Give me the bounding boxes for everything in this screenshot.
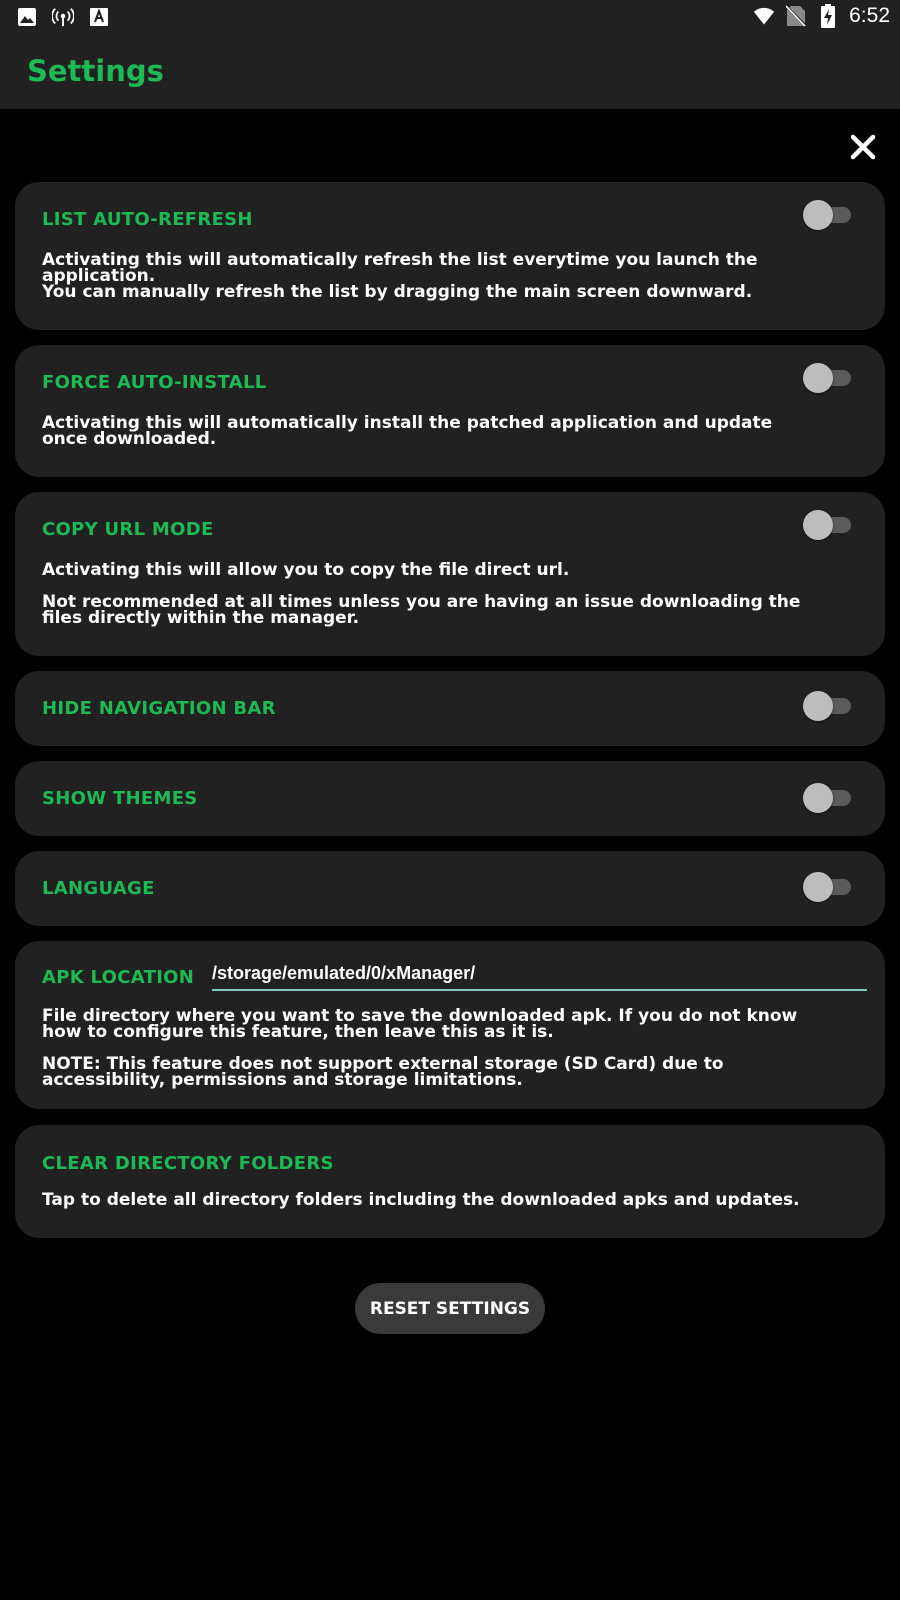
close-button[interactable] bbox=[846, 130, 880, 164]
setting-title: HIDE NAVIGATION BAR bbox=[42, 698, 276, 719]
toggle-copy-url-mode[interactable] bbox=[803, 508, 853, 538]
status-right-icons bbox=[753, 4, 890, 28]
toggle-thumb bbox=[803, 510, 833, 540]
setting-card-language bbox=[15, 851, 885, 926]
setting-title: APK LOCATION bbox=[42, 967, 195, 988]
toggle-show-themes[interactable] bbox=[803, 781, 853, 811]
setting-description-secondary: You can manually refresh the list by dragging the main screen downward. bbox=[42, 282, 753, 302]
setting-card-show-themes bbox=[15, 761, 885, 836]
setting-description: Activating this will allow you to copy the file direct url. bbox=[42, 560, 570, 580]
setting-description: File directory where you want to save the downloaded apk. If you do not know how to configure this feature, then leave this as it is. bbox=[42, 1006, 798, 1042]
setting-description-secondary: NOTE: This feature does not support external storage (SD Card) due to accessibility, permissions and storage limitations. bbox=[42, 1054, 724, 1090]
toggle-thumb bbox=[803, 872, 833, 902]
setting-card-hide-navigation-bar bbox=[15, 671, 885, 746]
toggle-thumb bbox=[803, 200, 833, 230]
hotspot-icon bbox=[52, 6, 74, 28]
image-icon bbox=[16, 6, 38, 28]
toggle-list-auto-refresh[interactable] bbox=[803, 198, 853, 228]
toggle-language[interactable] bbox=[803, 870, 853, 900]
page-title: Settings bbox=[27, 54, 164, 88]
toggle-hide-navigation-bar[interactable] bbox=[803, 689, 853, 719]
close-icon bbox=[850, 134, 876, 160]
status-time: 6:52 bbox=[849, 4, 890, 27]
wifi-icon bbox=[753, 5, 775, 27]
setting-title: COPY URL MODE bbox=[42, 519, 214, 540]
setting-description: Activating this will automatically refresh the list everytime you launch the application. bbox=[42, 250, 758, 286]
toggle-force-auto-install[interactable] bbox=[803, 361, 853, 391]
status-bar bbox=[0, 0, 900, 36]
toggle-thumb bbox=[803, 363, 833, 393]
toggle-thumb bbox=[803, 691, 833, 721]
no-sim-icon bbox=[785, 5, 807, 27]
setting-description: Activating this will automatically install the patched application and update once downloaded. bbox=[42, 413, 773, 449]
app-bar bbox=[0, 36, 900, 109]
setting-title: SHOW THEMES bbox=[42, 788, 198, 809]
setting-title: LIST AUTO-REFRESH bbox=[42, 209, 253, 230]
battery-charging-icon bbox=[817, 5, 839, 27]
setting-description: Tap to delete all directory folders including the downloaded apks and updates. bbox=[42, 1190, 800, 1210]
setting-title: FORCE AUTO-INSTALL bbox=[42, 372, 267, 393]
setting-title: LANGUAGE bbox=[42, 878, 155, 899]
font-icon bbox=[88, 6, 110, 28]
setting-card-list-auto-refresh bbox=[15, 182, 885, 330]
apk-location-input[interactable] bbox=[212, 961, 867, 991]
status-left-icons bbox=[16, 6, 110, 28]
setting-card-copy-url-mode bbox=[15, 492, 885, 656]
setting-card-apk-location bbox=[15, 941, 885, 1109]
toggle-thumb bbox=[803, 783, 833, 813]
setting-title: CLEAR DIRECTORY FOLDERS bbox=[42, 1153, 334, 1174]
setting-description-secondary: Not recommended at all times unless you are having an issue downloading the files directly within the manager. bbox=[42, 592, 801, 628]
reset-settings-button[interactable]: RESET SETTINGS bbox=[355, 1283, 545, 1334]
setting-card-force-auto-install bbox=[15, 345, 885, 477]
setting-card-clear-directory-folders[interactable] bbox=[15, 1125, 885, 1238]
